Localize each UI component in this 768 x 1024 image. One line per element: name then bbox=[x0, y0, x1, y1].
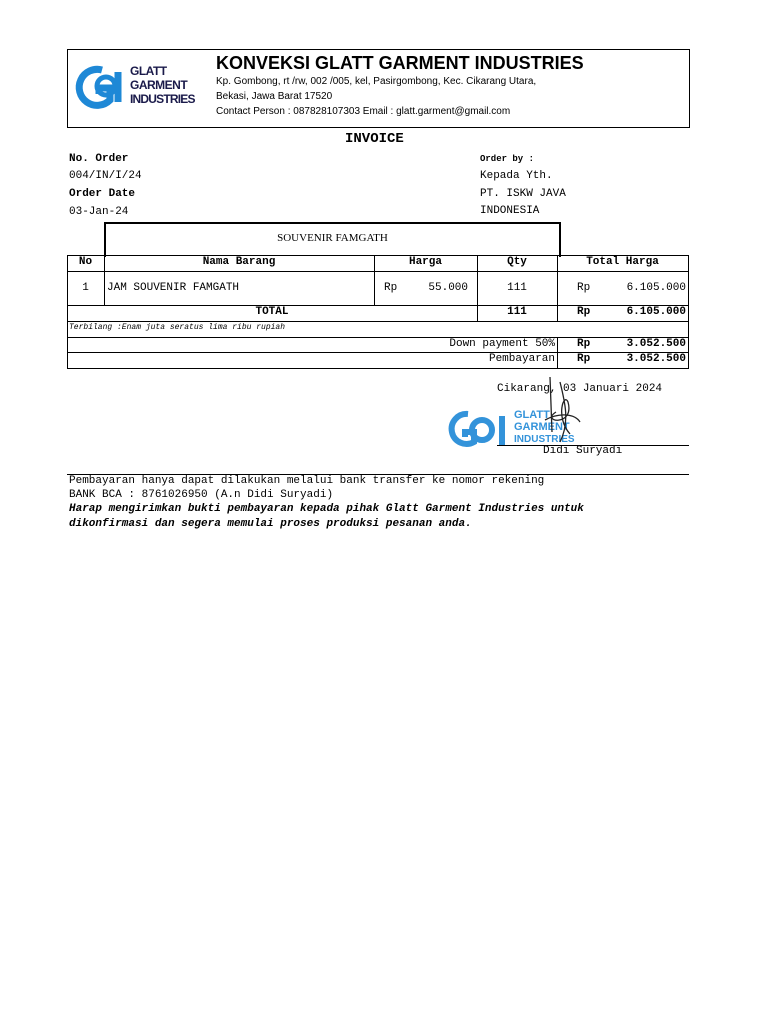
svg-text:GARMENT: GARMENT bbox=[514, 421, 570, 433]
banner-text: SOUVENIR FAMGATH bbox=[277, 232, 388, 244]
row-no: 1 bbox=[82, 282, 89, 294]
signature-name: Didi Suryadi bbox=[543, 445, 623, 457]
order-no-value: 004/IN/I/24 bbox=[69, 170, 142, 182]
down-payment-currency: Rp bbox=[577, 338, 591, 350]
order-date-label: Order Date bbox=[69, 188, 136, 200]
payment-currency: Rp bbox=[577, 353, 591, 365]
row-price: 55.000 bbox=[428, 282, 468, 294]
footer-line-2: BANK BCA : 8761026950 (A.n Didi Suryadi) bbox=[69, 489, 334, 501]
signature-place-date: Cikarang, 03 Januari 2024 bbox=[497, 383, 663, 395]
company-logo bbox=[72, 62, 195, 112]
address-line-2: Bekasi, Jawa Barat 17520 bbox=[216, 91, 333, 102]
order-by-line-3: INDONESIA bbox=[480, 205, 540, 217]
order-by-line-1: Kepada Yth. bbox=[480, 170, 553, 182]
down-payment-value: 3.052.500 bbox=[626, 338, 686, 350]
order-date-value: 03-Jan-24 bbox=[69, 206, 129, 218]
col-header-name: Nama Barang bbox=[202, 256, 276, 268]
row-price-currency: Rp bbox=[384, 282, 398, 294]
row-total: 6.105.000 bbox=[626, 282, 686, 294]
invoice-title: INVOICE bbox=[345, 131, 404, 147]
signature-scribble bbox=[530, 372, 590, 452]
svg-text:INDUSTRIES: INDUSTRIES bbox=[514, 434, 575, 445]
row-name: JAM SOUVENIR FAMGATH bbox=[107, 282, 240, 294]
payment-label: Pembayaran bbox=[488, 353, 555, 365]
total-label: TOTAL bbox=[255, 306, 289, 318]
contact-line: Contact Person : 087828107303 Email : glatt.garment@gmail.com bbox=[216, 106, 511, 117]
logo-text-2: GARMENT bbox=[130, 78, 188, 92]
order-by-label: Order by : bbox=[480, 154, 535, 164]
row-total-currency: Rp bbox=[577, 282, 591, 294]
col-header-qty: Qty bbox=[507, 256, 527, 268]
row-qty: 111 bbox=[507, 282, 527, 294]
logo-text-3: INDUSTRIES bbox=[130, 92, 195, 106]
address-line-1: Kp. Gombong, rt /rw, 002 /005, kel, Pasirgombong, Kec. Cikarang Utara, bbox=[216, 76, 537, 87]
down-payment-label: Down payment 50% bbox=[449, 338, 555, 350]
logo-text-1: GLATT bbox=[130, 64, 167, 78]
total-currency: Rp bbox=[577, 306, 591, 318]
header-box bbox=[67, 49, 690, 128]
col-header-total: Total Harga bbox=[586, 256, 659, 268]
order-no-label: No. Order bbox=[69, 153, 129, 165]
company-name: KONVEKSI GLATT GARMENT INDUSTRIES bbox=[216, 53, 584, 73]
terbilang-text: Terbilang :Enam juta seratus lima ribu rupiah bbox=[69, 323, 286, 332]
col-header-price: Harga bbox=[408, 256, 442, 268]
footer-line-4: dikonfirmasi dan segera memulai proses produksi pesanan anda. bbox=[69, 518, 472, 530]
col-header-no: No bbox=[78, 256, 93, 268]
total-value: 6.105.000 bbox=[626, 306, 686, 318]
footer-line-1: Pembayaran hanya dapat dilakukan melalui bank transfer ke nomor rekening bbox=[69, 475, 545, 487]
footer-line-3: Harap mengirimkan bukti pembayaran kepada pihak Glatt Garment Industries untuk bbox=[69, 503, 584, 515]
total-qty: 111 bbox=[507, 306, 527, 318]
payment-value: 3.052.500 bbox=[626, 353, 686, 365]
svg-text:GLATT: GLATT bbox=[514, 409, 550, 421]
order-by-line-2: PT. ISKW JAVA bbox=[480, 188, 566, 200]
